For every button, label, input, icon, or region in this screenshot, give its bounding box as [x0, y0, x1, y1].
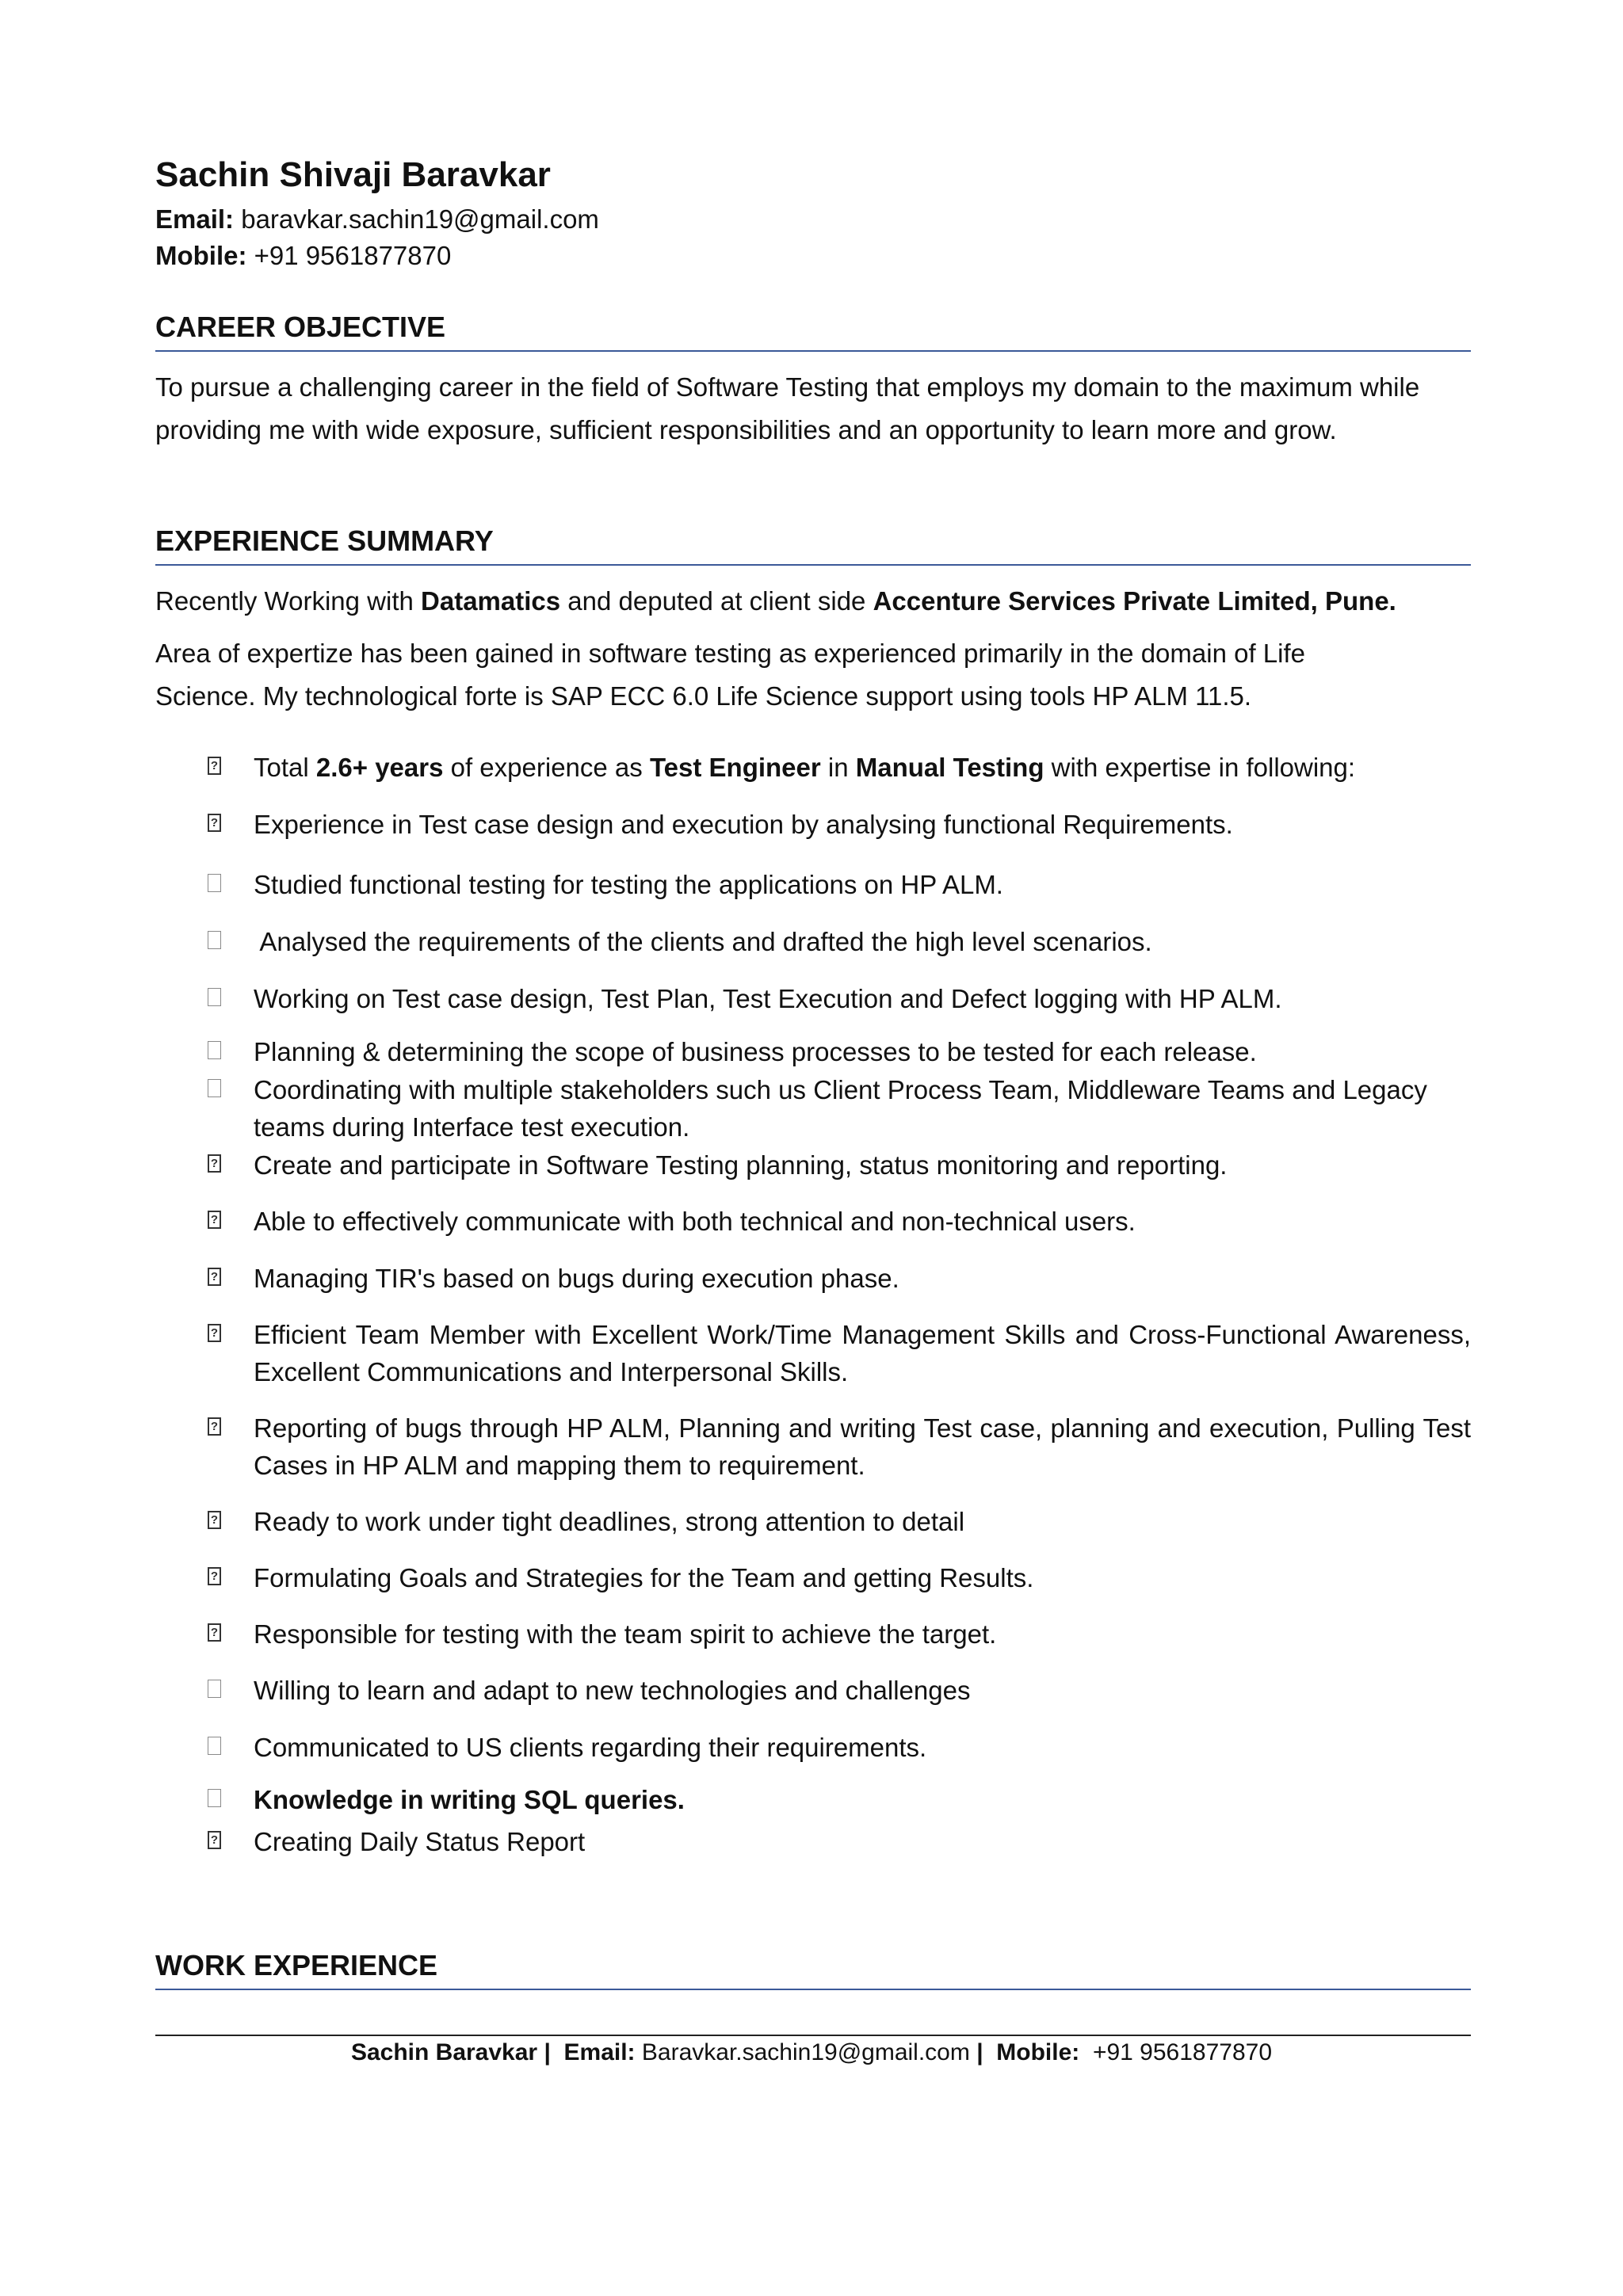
expertise-paragraph: Area of expertize has been gained in software testing as experienced primarily in the domain of Life Science. My technological forte is SAP ECC 6.0 Life Science support using tools HP ALM 11.5. [155, 639, 1306, 711]
bullet-text: Communicated to US clients regarding their requirements. [254, 1733, 927, 1762]
bullet-text: Willing to learn and adapt to new technologies and challenges [254, 1676, 971, 1705]
bullet-icon: ? [208, 1567, 221, 1585]
bullet-icon: ? [208, 1154, 221, 1173]
bullet-icon: ? [208, 1511, 221, 1529]
career-objective-text: To pursue a challenging career in the field of Software Testing that employs my domain to the maximum while providing me with wide exposure, sufficient responsibilities and an opportunity to learn more and grow. [155, 372, 1420, 444]
footer-separator: | [976, 2039, 983, 2065]
bullet-icon: ? [208, 1831, 221, 1849]
email-value: baravkar.sachin19@gmail.com [241, 204, 599, 234]
bullet-icon [208, 1737, 221, 1755]
bullet-text: Knowledge in writing SQL queries. [254, 1785, 685, 1814]
footer-name: Sachin Baravkar [350, 2039, 538, 2065]
bullet-text: Working on Test case design, Test Plan, Test Execution and Defect logging with HP ALM. [254, 984, 1282, 1013]
bullet-icon [208, 931, 221, 949]
bullet-text: Formulating Goals and Strategies for the Team and getting Results. [254, 1563, 1034, 1592]
bullet-icon [208, 1789, 221, 1807]
footer-separator: | [544, 2039, 551, 2065]
bullet-text: Able to effectively communicate with both technical and non-technical users. [254, 1207, 1136, 1236]
bullet-icon [208, 1041, 221, 1059]
bullet-text: Efficient Team Member with Excellent Work/Time Management Skills and Cross-Functional Awareness, Excellent Communications and Interpersonal Skills. [254, 1320, 1471, 1386]
bullet-icon [208, 1079, 221, 1097]
bullet-icon: ? [208, 1324, 221, 1342]
bullet-text: Ready to work under tight deadlines, strong attention to detail [254, 1507, 965, 1536]
mobile-line [155, 241, 451, 271]
career-objective-heading: CAREER OBJECTIVE [155, 311, 446, 343]
footer-mobile-label: Mobile: [996, 2039, 1080, 2065]
section-divider [155, 350, 1471, 352]
bullet-icon [208, 1680, 221, 1698]
footer-email-label: Email: [563, 2039, 636, 2065]
mobile-value: +91 9561877870 [254, 241, 452, 270]
bullet-icon [208, 874, 221, 892]
bullet-text: Creating Daily Status Report [254, 1827, 586, 1856]
bullet-icon [208, 988, 221, 1006]
bullet-icon: ? [208, 757, 221, 775]
current-employment-line [155, 580, 1471, 623]
section-divider [155, 1989, 1471, 1990]
bullet-text: Analysed the requirements of the clients and drafted the high level scenarios. [254, 927, 1152, 956]
bullet-text: Studied functional testing for testing the applications on HP ALM. [254, 870, 1003, 899]
bullet-text: Create and participate in Software Testing planning, status monitoring and reporting. [254, 1150, 1228, 1180]
footer-mobile: +91 9561877870 [1092, 2039, 1273, 2065]
bullet-icon: ? [208, 1211, 221, 1229]
bullet-text: Reporting of bugs through HP ALM, Planning and writing Test case, planning and execution, Pulling Test Cases in HP ALM and mapping them to requirement. [254, 1413, 1471, 1480]
bullet-text: Experience in Test case design and execution by analysing functional Requirements. [254, 810, 1233, 839]
employer-name: Datamatics [421, 586, 561, 616]
employment-mid: and deputed at client side [560, 586, 873, 616]
client-name: Accenture Services Private Limited, Pune. [873, 586, 1396, 616]
bullet-text: Responsible for testing with the team spirit to achieve the target. [254, 1619, 997, 1649]
candidate-name: Sachin Shivaji Baravkar [155, 155, 551, 194]
mobile-label: Mobile: [155, 241, 247, 270]
footer-email: Baravkar.sachin19@gmail.com [641, 2039, 970, 2065]
bullet-icon: ? [208, 1417, 221, 1436]
bullet-text: Managing TIR's based on bugs during execution phase. [254, 1264, 899, 1293]
bullet-icon: ? [208, 1268, 221, 1286]
bullet-icon: ? [208, 1623, 221, 1642]
bullet-text: Coordinating with multiple stakeholders such us Client Process Team, Middleware Teams and Legacy teams during Interface test execution. [254, 1075, 1427, 1142]
email-label: Email: [155, 204, 235, 234]
email-line [155, 204, 599, 235]
bullet-text: Planning & determining the scope of business processes to be tested for each release. [254, 1037, 1257, 1066]
employment-prefix: Recently Working with [155, 586, 422, 616]
experience-summary-heading: EXPERIENCE SUMMARY [155, 524, 494, 557]
page-footer [0, 2039, 1623, 2066]
bullet-text: Total 2.6+ years of experience as Test Engineer in Manual Testing with expertise in following: [254, 753, 1356, 782]
section-divider [155, 564, 1471, 566]
bullet-icon: ? [208, 814, 221, 832]
footer-divider [155, 2035, 1471, 2036]
work-experience-heading: WORK EXPERIENCE [155, 1949, 438, 1981]
